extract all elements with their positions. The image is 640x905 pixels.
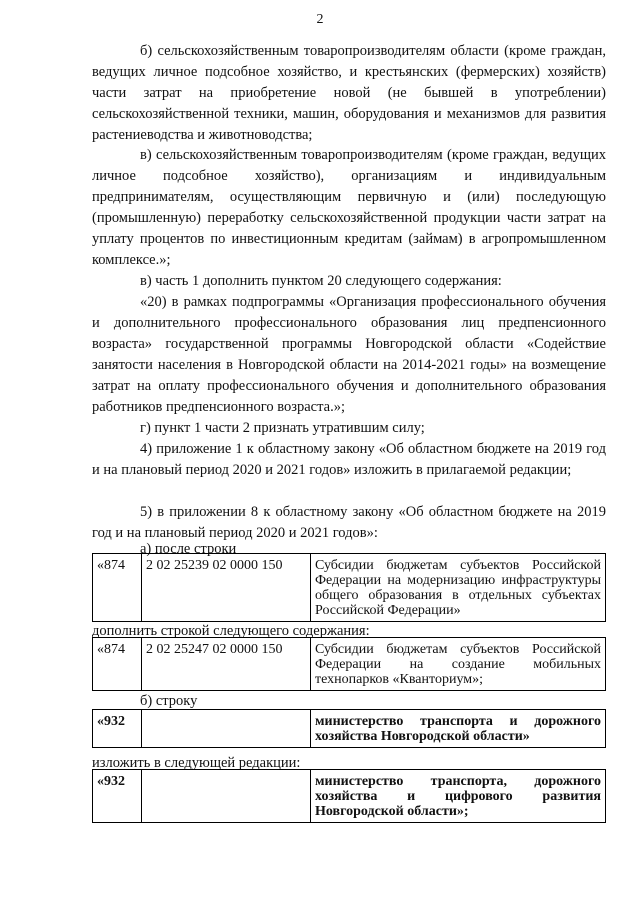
label-new-edition: изложить в следующей редакции: xyxy=(92,755,301,771)
paragraph-b-agri-equipment: б) сельскохозяйственным товаропроизводителям области (кроме граждан, ведущих личное подсобное хозяйство, и крестьянских (фермерских) хозяйств) части затрат на приобретение новой (не бывшей в употреблении) сельскохозяйственной техники, машин, оборудования и механизмов для развития растениеводства и животноводства; xyxy=(92,43,606,143)
table-old-row xyxy=(92,709,606,748)
admin-code-cell: «932 xyxy=(93,710,142,748)
label-row-b: б) строку xyxy=(140,693,198,709)
label-add-row: дополнить строкой следующего содержания: xyxy=(92,623,370,639)
description-cell: министерство транспорта, дорожного хозяйства и цифрового развития Новгородской области»; xyxy=(311,770,606,823)
paragraph-item-20: «20) в рамках подпрограммы «Организация профессионального обучения и дополнительного профессионального образования лиц предпенсионного возраста» государственной программы Новгородской области «Содействие занятости населения в Новгородской области на 2014-2021 годы» на возмещение затрат на оплату профессионального обучения и дополнительного образования работников предпенсионного возраста.»; xyxy=(92,294,606,415)
table-after-row xyxy=(92,553,606,622)
paragraph-4-appendix-1: 4) приложение 1 к областному закону «Об областном бюджете на 2019 год и на плановый период 2020 и 2021 годов» изложить в прилагаемой редакции; xyxy=(92,441,606,478)
table-row xyxy=(93,554,606,622)
table-row xyxy=(93,710,606,748)
table-row xyxy=(93,770,606,823)
paragraph-g-repeal: г) пункт 1 части 2 признать утратившим силу; xyxy=(140,420,425,436)
budget-code-cell xyxy=(142,770,311,823)
budget-code-cell xyxy=(142,710,311,748)
description-cell: министерство транспорта и дорожного хозяйства Новгородской области» xyxy=(311,710,606,748)
table-added-row xyxy=(92,637,606,691)
budget-code-cell: 2 02 25239 02 0000 150 xyxy=(142,554,311,622)
paragraph-v-interest-costs: в) сельскохозяйственным товаропроизводителям (кроме граждан, ведущих личное подсобное хозяйство), организациям и индивидуальным предпринимателям, осуществляющим первичную и (или) последующую (промышленную) переработку сельскохозяйственной продукции части затрат на уплату процентов по инвестиционным кредитам (займам) в агропромышленном комплексе.»; xyxy=(92,147,606,268)
budget-code-cell: 2 02 25247 02 0000 150 xyxy=(142,638,311,691)
label-after-row: а) после строки xyxy=(140,541,237,557)
description-cell: Субсидии бюджетам субъектов Российской Федерации на создание мобильных технопарков «Кванториум»; xyxy=(311,638,606,691)
paragraph-5-appendix-8: 5) в приложении 8 к областному закону «Об областном бюджете на 2019 год и на плановый период 2020 и 2021 годов»: xyxy=(92,504,606,541)
admin-code-cell: «874 xyxy=(93,554,142,622)
description-cell: Субсидии бюджетам субъектов Российской Федерации на модернизацию инфраструктуры общего образования в отдельных субъектах Российской Федерации» xyxy=(311,554,606,622)
page-number: 2 xyxy=(316,12,324,27)
table-row xyxy=(93,638,606,691)
admin-code-cell: «932 xyxy=(93,770,142,823)
paragraph-part1-addition: в) часть 1 дополнить пунктом 20 следующего содержания: xyxy=(140,273,502,289)
table-new-row xyxy=(92,769,606,823)
admin-code-cell: «874 xyxy=(93,638,142,691)
